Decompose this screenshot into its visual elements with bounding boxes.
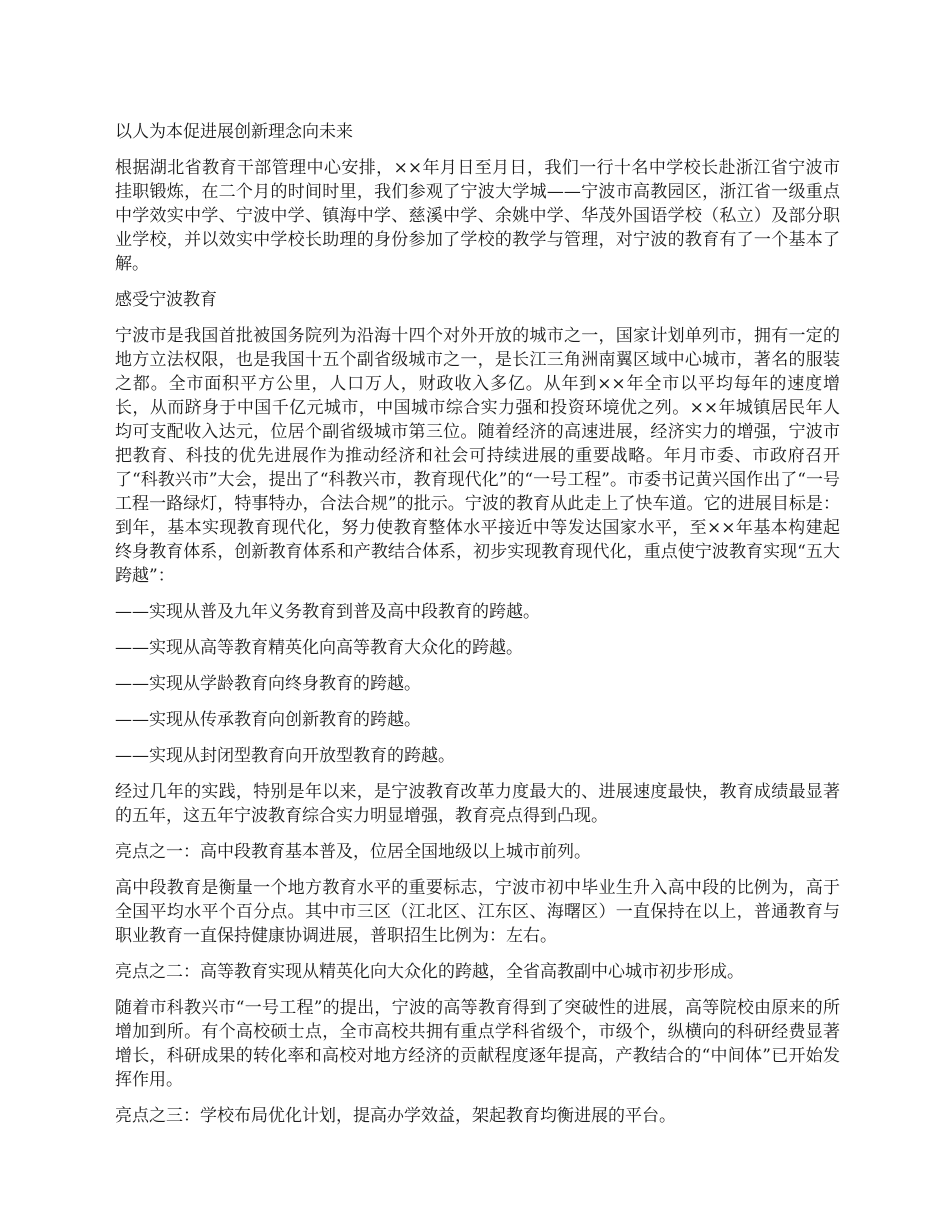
list-item-leap-1: ——实现从普及九年义务教育到普及高中段教育的跨越。 xyxy=(115,602,540,622)
list-item-leap-2: ——实现从高等教育精英化向高等教育大众化的跨越。 xyxy=(115,638,523,658)
document-page xyxy=(115,120,840,1140)
highlight-heading-2: 亮点之二：高等教育实现从精英化向大众化的跨越，全省高教副中心城市初步形成。 xyxy=(115,962,744,982)
paragraph-ningbo-overview: 宁波市是我国首批被国务院列为沿海十四个对外开放的城市之一，国家计划单列市，拥有一定的地方立法权限，也是我国十五个副省级城市之一，是长江三角洲南翼区域中心城市，著名的服装之都。全市面积平方公里，人口万人，财政收入多亿。从年到××年全市以平均每年的速度增长，从而跻身于中国千亿元城市，中国城市综合实力强和投资环境优之列。××年城镇居民年人均可支配收入达元，位居个副省级城市第三位。随着经济的高速进展，经济实力的增强，宁波市把教育、科技的优先进展作为推动经济和社会可持续进展的重要战略。年月市委、市政府召开了“科教兴市”大会，提出了“科教兴市，教育现代化”的“一号工程”。市委书记黄兴国作出了“一号工程一路绿灯，特事特办，合法合规”的批示。宁波的教育从此走上了快车道。它的进展目标是：到年，基本实现教育现代化，努力使教育整体水平接近中等发达国家水平，至××年基本构建起终身教育体系，创新教育体系和产教结合体系，初步实现教育现代化，重点使宁波教育实现“五大跨越”： xyxy=(115,326,840,586)
list-item-leap-5: ——实现从封闭型教育向开放型教育的跨越。 xyxy=(115,746,455,766)
paragraph-intro: 根据湖北省教育干部管理中心安排，××年月日至月日，我们一行十名中学校长赴浙江省宁波市挂职锻炼，在二个月的时间时里，我们参观了宁波大学城——宁波市高教园区，浙江省一级重点中学效实中学、宁波中学、镇海中学、慈溪中学、余姚中学、华茂外国语学校（私立）及部分职业学校，并以效实中学校长助理的身份参加了学校的教学与管理，对宁波的教育有了一个基本了解。 xyxy=(115,158,840,274)
paragraph-five-years: 经过几年的实践，特别是年以来，是宁波教育改革力度最大的、进展速度最快，教育成绩最显著的五年，这五年宁波教育综合实力明显增强，教育亮点得到凸现。 xyxy=(115,782,840,826)
highlight-heading-3: 亮点之三：学校布局优化计划，提高办学效益，架起教育均衡进展的平台。 xyxy=(115,1106,676,1126)
section-heading: 感受宁波教育 xyxy=(115,290,217,310)
list-item-leap-4: ——实现从传承教育向创新教育的跨越。 xyxy=(115,710,421,730)
document-title: 以人为本促进展创新理念向未来 xyxy=(115,122,353,142)
paragraph-highlight-2: 随着市科教兴市“一号工程”的提出，宁波的高等教育得到了突破性的进展，高等院校由原来的所增加到所。有个高校硕士点，全市高校共拥有重点学科省级个，市级个，纵横向的科研经费显著增长，科研成果的转化率和高校对地方经济的贡献程度逐年提高，产教结合的“中间体”已开始发挥作用。 xyxy=(115,998,840,1090)
paragraph-highlight-1: 高中段教育是衡量一个地方教育水平的重要标志，宁波市初中毕业生升入高中段的比例为，高于全国平均水平个百分点。其中市三区（江北区、江东区、海曙区）一直保持在以上，普通教育与职业教育一直保持健康协调进展，普职招生比例为：左右。 xyxy=(115,878,840,946)
highlight-heading-1: 亮点之一：高中段教育基本普及，位居全国地级以上城市前列。 xyxy=(115,842,591,862)
list-item-leap-3: ——实现从学龄教育向终身教育的跨越。 xyxy=(115,674,421,694)
